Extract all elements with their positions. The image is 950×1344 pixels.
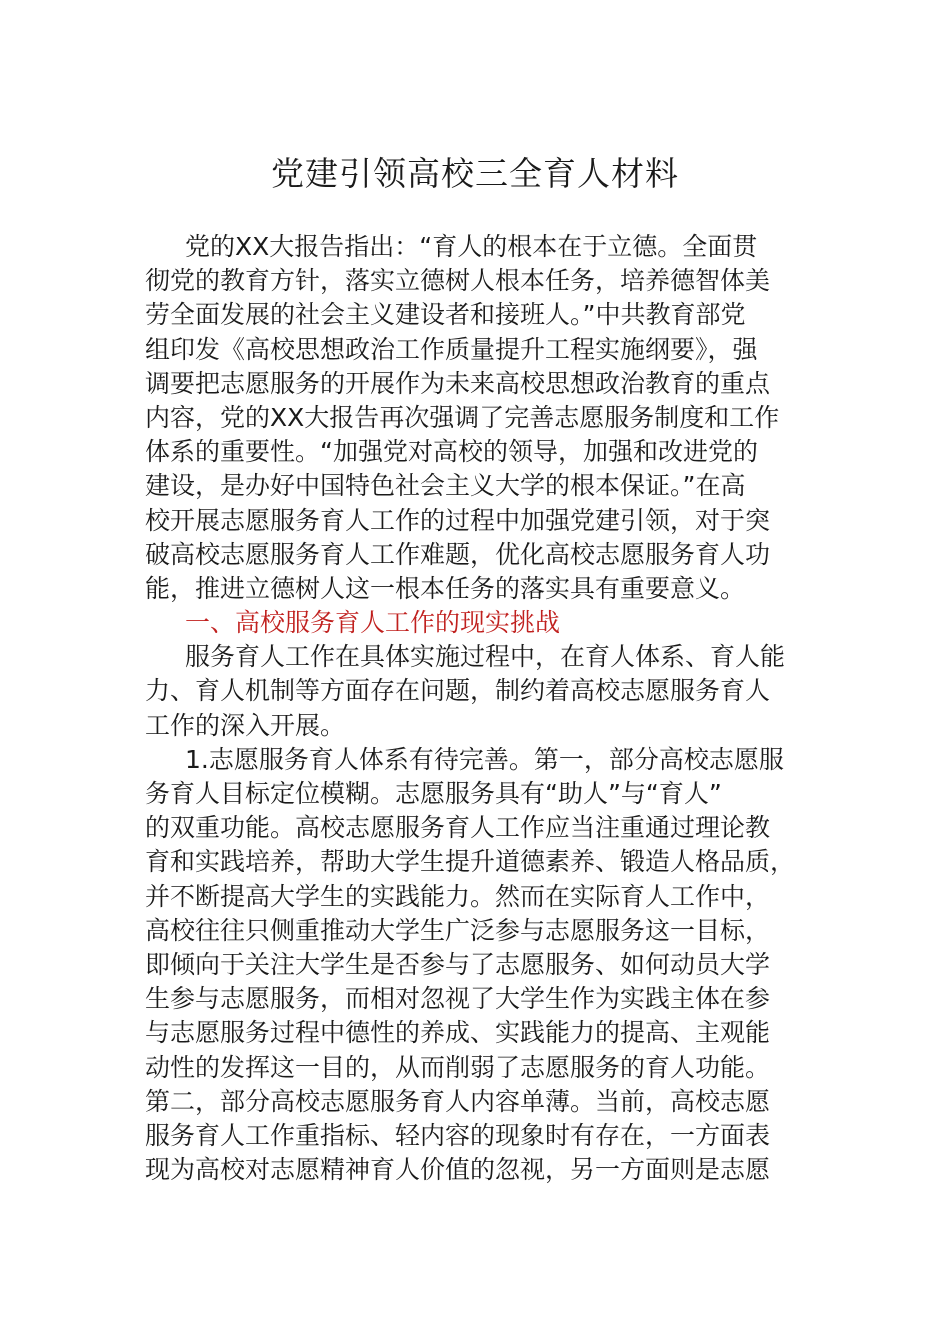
paragraph-line: 体系的重要性。“加强党对高校的领导，加强和改进党的 — [145, 437, 758, 467]
paragraph-line: 与志愿服务过程中德性的养成、实践能力的提高、主观能 — [145, 1018, 771, 1048]
paragraph-line: 的双重功能。高校志愿服务育人工作应当注重通过理论教 — [145, 813, 771, 843]
paragraph-line: 高校往往只侧重推动大学生广泛参与志愿服务这一目标， — [145, 915, 771, 945]
paragraph-line: 服务育人工作重指标、轻内容的现象时有存在，一方面表 — [145, 1120, 771, 1150]
paragraph-line: 校开展志愿服务育人工作的过程中加强党建引领，对于突 — [145, 505, 771, 535]
paragraph-line: 务育人目标定位模糊。志愿服务具有“助人”与“育人” — [145, 779, 722, 808]
paragraph-line: 劳全面发展的社会主义建设者和接班人。”中共教育部党 — [145, 300, 746, 330]
paragraph-line: 党的XX大报告指出：“育人的根本在于立德。全面贯 — [185, 232, 758, 261]
document-title: 党建引领高校三全育人材料 — [271, 154, 679, 193]
paragraph-line: 育和实践培养，帮助大学生提升道德素养、锻造人格品质， — [145, 847, 796, 877]
paragraph-line: 建设，是办好中国特色社会主义大学的根本保证。”在高 — [145, 471, 746, 501]
paragraph-line: 工作的深入开展。 — [145, 710, 346, 740]
paragraph-line: 内容，党的XX大报告再次强调了完善志愿服务制度和工作 — [145, 402, 780, 432]
paragraph-line: 调要把志愿服务的开展作为未来高校思想政治教育的重点 — [145, 368, 771, 398]
section-heading: 一、高校服务育人工作的现实挑战 — [185, 608, 561, 638]
paragraph-line: 即倾向于关注大学生是否参与了志愿服务、如何动员大学 — [145, 949, 771, 979]
paragraph-line: 组印发《高校思想政治工作质量提升工程实施纲要》，强 — [145, 334, 758, 364]
paragraph-line: 动性的发挥这一目的，从而削弱了志愿服务的育人功能。 — [145, 1052, 771, 1082]
paragraph-line: 彻党的教育方针，落实立德树人根本任务，培养德智体美 — [145, 266, 771, 296]
paragraph-line: 现为高校对志愿精神育人价值的忽视，另一方面则是志愿 — [145, 1155, 771, 1185]
paragraph-line: 服务育人工作在具体实施过程中，在育人体系、育人能 — [185, 642, 786, 672]
paragraph-line: 第二，部分高校志愿服务育人内容单薄。当前，高校志愿 — [145, 1086, 771, 1116]
paragraph-line: 1.志愿服务育人体系有待完善。第一，部分高校志愿服 — [185, 744, 784, 774]
paragraph-line: 生参与志愿服务，而相对忽视了大学生作为实践主体在参 — [145, 984, 771, 1014]
paragraph-line: 力、育人机制等方面存在问题，制约着高校志愿服务育人 — [145, 676, 771, 706]
paragraph-line: 能，推进立德树人这一根本任务的落实具有重要意义。 — [145, 573, 746, 603]
paragraph-line: 破高校志愿服务育人工作难题，优化高校志愿服务育人功 — [145, 539, 771, 569]
paragraph-line: 并不断提高大学生的实践能力。然而在实际育人工作中， — [145, 881, 771, 911]
document-body — [145, 230, 807, 1187]
